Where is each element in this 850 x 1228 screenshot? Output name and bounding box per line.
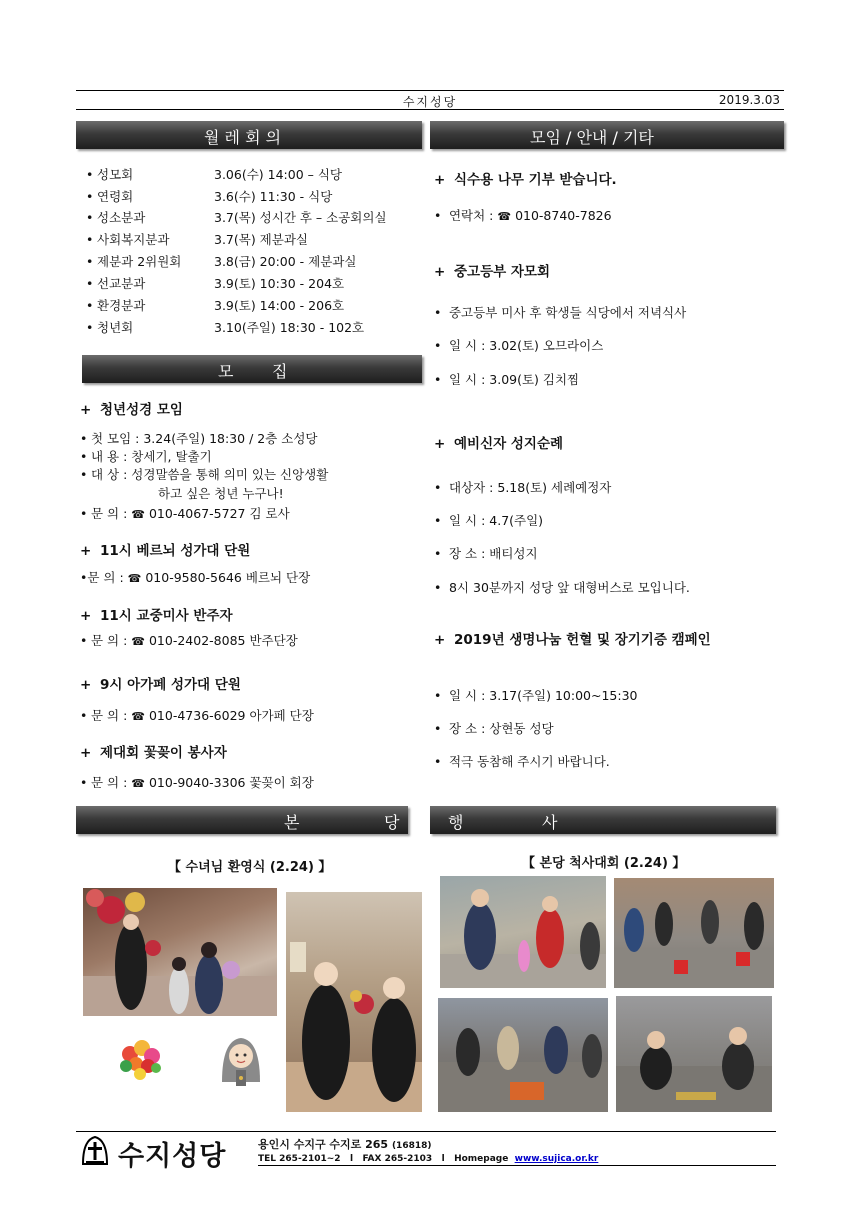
list-item: • 청년회 bbox=[86, 320, 134, 335]
section-bar-events-right bbox=[430, 806, 776, 834]
list-item: • 문 의 : ☎ 010-4736-6029 아가페 단장 bbox=[80, 708, 314, 723]
list-item: • 일 시 : 3.09(토) 김치찜 bbox=[434, 372, 580, 387]
list-item: • 일 시 : 3.02(토) 오므라이스 bbox=[434, 338, 604, 353]
section-title-b: 사 bbox=[542, 813, 558, 832]
list-item: • 연락처 : ☎ 010-8740-7826 bbox=[434, 208, 612, 223]
list-item: • 대 상 : 성경말씀을 통해 의미 있는 신앙생활 bbox=[80, 467, 329, 482]
homepage-link[interactable]: www.sujica.or.kr bbox=[514, 1154, 599, 1164]
section-title-mid: 당 bbox=[384, 813, 400, 832]
list-item: • 첫 모임 : 3.24(주일) 18:30 / 2층 소성당 bbox=[80, 431, 318, 446]
parish-name: 수지성당 bbox=[402, 95, 458, 109]
recruit-bible-heading: + 청년성경 모임 bbox=[80, 402, 183, 418]
notice-wood-heading: + 식수용 나무 기부 받습니다. bbox=[434, 172, 617, 188]
section-title: 월 레 회 의 bbox=[204, 128, 282, 147]
photo-crowd-mat bbox=[438, 998, 608, 1112]
top-header-bar bbox=[76, 90, 784, 110]
recruit-agape9-heading: + 9시 아가페 성가대 단원 bbox=[80, 677, 241, 693]
recruit-flowers-heading: + 제대회 꽃꽂이 봉사자 bbox=[80, 745, 227, 761]
list-item: •문 의 : ☎ 010-9580-5646 베르뇌 단장 bbox=[80, 570, 311, 585]
welcome-photo-1 bbox=[83, 888, 277, 1016]
issue-date: 2019.3.03 bbox=[718, 93, 780, 107]
list-item: • 선교분과 bbox=[86, 276, 146, 291]
list-item: • 성소분과 bbox=[86, 210, 146, 225]
section-bar-events-left bbox=[76, 806, 408, 834]
list-item: • 제분과 2위원회 bbox=[86, 254, 182, 269]
footer-contact: TEL 265-2101~2 l FAX 265-2103 l Homepage www.sujica.or.kr bbox=[258, 1154, 599, 1164]
contest-photo-1 bbox=[440, 876, 606, 988]
photo-yut-throw bbox=[440, 876, 606, 988]
phone-icon: ☎ bbox=[131, 508, 145, 521]
list-item: • 환경분과 bbox=[86, 298, 146, 313]
phone-icon: ☎ bbox=[131, 777, 145, 790]
parish-logo bbox=[80, 1134, 240, 1172]
list-item: • 문 의 : ☎ 010-9040-3306 꽃꽂이 회장 bbox=[80, 775, 314, 790]
welcome-photo-2 bbox=[286, 892, 422, 1112]
section-title-a: 행 bbox=[448, 813, 464, 832]
photo-outdoor-game bbox=[614, 878, 774, 988]
contest-photo-3 bbox=[438, 998, 608, 1112]
meeting-detail: 3.9(토) 10:30 - 204호 bbox=[214, 276, 345, 291]
list-item: • 일 시 : 4.7(주일) bbox=[434, 513, 544, 528]
list-item: • 사회복지분과 bbox=[86, 232, 170, 247]
welcome-caption: 【 수녀님 환영식 (2.24) 】 bbox=[168, 860, 332, 875]
contest-photo-2 bbox=[614, 878, 774, 988]
section-bar-gatherings bbox=[430, 121, 784, 149]
logo-text: 수지성당 bbox=[118, 1141, 227, 1172]
phone-icon: ☎ bbox=[131, 635, 145, 648]
notice-campaign-heading: + 2019년 생명나눔 헌혈 및 장기기증 캠페인 bbox=[434, 632, 711, 648]
meeting-detail: 3.6(수) 11:30 - 식당 bbox=[214, 189, 333, 204]
list-item: • 문 의 : ☎ 010-2402-8085 반주단장 bbox=[80, 633, 298, 648]
photo-kneeling-players bbox=[616, 996, 772, 1112]
contest-photo-4 bbox=[616, 996, 772, 1112]
phone-icon: ☎ bbox=[131, 710, 145, 723]
list-item-continued: 하고 싶은 청년 누구나! bbox=[158, 486, 284, 501]
list-item: • 중고등부 미사 후 학생들 식당에서 저녁식사 bbox=[434, 305, 687, 320]
list-item: • 대상자 : 5.18(토) 세례예정자 bbox=[434, 480, 612, 495]
meeting-detail: 3.06(수) 14:00 – 식당 bbox=[214, 167, 343, 182]
list-item: • 장 소 : 상현동 성당 bbox=[434, 721, 554, 736]
list-item: • 연령회 bbox=[86, 189, 134, 204]
list-item: • 문 의 : ☎ 010-4067-5727 김 로사 bbox=[80, 506, 290, 521]
meeting-detail: 3.8(금) 20:00 - 제분과실 bbox=[214, 254, 357, 269]
section-title-right: 집 bbox=[272, 362, 288, 381]
notice-parents-heading: + 중고등부 자모회 bbox=[434, 264, 550, 280]
photo-sisters-greeting bbox=[83, 888, 277, 1016]
church-emblem-icon bbox=[80, 1134, 110, 1166]
nun-cartoon-icon bbox=[216, 1032, 266, 1090]
list-item: • 내 용 : 창세기, 탈출기 bbox=[80, 449, 212, 464]
meeting-detail: 3.9(토) 14:00 - 206호 bbox=[214, 298, 345, 313]
list-item: • 적극 동참해 주시기 바랍니다. bbox=[434, 754, 610, 769]
list-item: • 8시 30분까지 성당 앞 대형버스로 모입니다. bbox=[434, 580, 690, 595]
notice-pilgrimage-heading: + 예비신자 성지순례 bbox=[434, 436, 564, 452]
meeting-detail: 3.7(목) 성시간 후 – 소공회의실 bbox=[214, 210, 387, 225]
section-title-left: 모 bbox=[218, 362, 234, 381]
meeting-detail: 3.7(목) 제분과실 bbox=[214, 232, 308, 247]
section-bar-recruit bbox=[82, 355, 422, 383]
phone-icon: ☎ bbox=[497, 210, 512, 223]
recruit-organ11-heading: + 11시 교중미사 반주자 bbox=[80, 608, 233, 624]
section-title: 모임 / 안내 / 기타 bbox=[530, 128, 654, 147]
phone-icon: ☎ bbox=[127, 572, 142, 585]
flower-bouquet-icon bbox=[112, 1034, 168, 1086]
footer-address: 용인시 수지구 수지로 265 (16818) bbox=[258, 1138, 432, 1151]
footer-divider bbox=[76, 1131, 776, 1132]
nun-cartoon-art bbox=[216, 1032, 266, 1090]
section-bar-monthly-meetings bbox=[76, 121, 422, 149]
section-title-left: 본 bbox=[284, 813, 300, 832]
flower-bouquet-art bbox=[112, 1034, 168, 1086]
contest-caption: 【 본당 척사대회 (2.24) 】 bbox=[522, 856, 686, 871]
list-item: • 성모회 bbox=[86, 167, 134, 182]
footer-divider-short bbox=[258, 1165, 776, 1166]
list-item: • 장 소 : 배티성지 bbox=[434, 546, 538, 561]
meeting-detail: 3.10(주일) 18:30 - 102호 bbox=[214, 320, 365, 335]
photo-two-sisters bbox=[286, 892, 422, 1112]
list-item: • 일 시 : 3.17(주일) 10:00~15:30 bbox=[434, 688, 638, 703]
recruit-choir11-heading: + 11시 베르뇌 성가대 단원 bbox=[80, 543, 251, 559]
